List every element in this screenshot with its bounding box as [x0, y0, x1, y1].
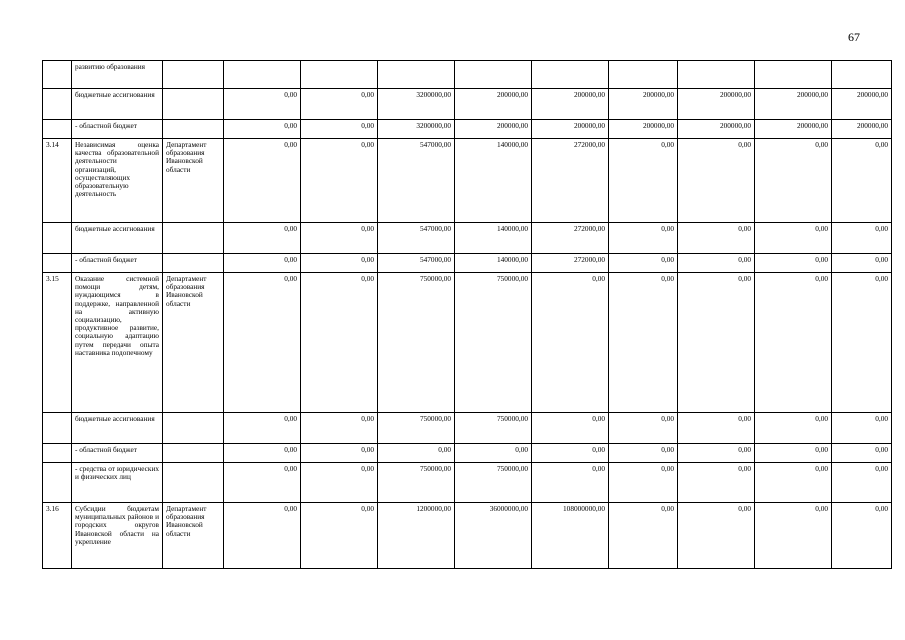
table-row: [43, 503, 892, 569]
value-cell: 0,00: [301, 444, 378, 463]
value-cell: 108000000,00: [532, 503, 609, 569]
row-code-cell: [43, 413, 72, 444]
value-cell: 0,00: [301, 503, 378, 569]
row-executor-cell: [163, 254, 224, 273]
value-cell: 0,00: [224, 120, 301, 139]
value-cell: [301, 61, 378, 89]
value-cell: 200000,00: [755, 120, 832, 139]
value-cell: 200000,00: [455, 120, 532, 139]
value-cell: 0,00: [301, 223, 378, 254]
value-cell: 200000,00: [455, 89, 532, 120]
value-cell: 200000,00: [678, 89, 755, 120]
value-cell: [378, 61, 455, 89]
row-code-cell: [43, 463, 72, 503]
value-cell: 0,00: [609, 139, 678, 223]
value-cell: 0,00: [832, 254, 892, 273]
value-cell: 272000,00: [532, 223, 609, 254]
value-cell: 0,00: [832, 444, 892, 463]
row-code-cell: 3.16: [43, 503, 72, 569]
row-executor-cell: [163, 444, 224, 463]
value-cell: 272000,00: [532, 139, 609, 223]
value-cell: 200000,00: [678, 120, 755, 139]
value-cell: 0,00: [755, 413, 832, 444]
value-cell: [532, 61, 609, 89]
value-cell: 0,00: [755, 139, 832, 223]
table-row: [43, 223, 892, 254]
value-cell: 0,00: [678, 463, 755, 503]
table-row: [43, 413, 892, 444]
value-cell: 0,00: [755, 254, 832, 273]
value-cell: 200000,00: [609, 89, 678, 120]
value-cell: 0,00: [609, 223, 678, 254]
value-cell: 0,00: [609, 463, 678, 503]
row-name-cell: Оказание системной помощи детям, нуждающимся в поддержке, направленной на активную социализацию, продуктивное развитие, социальную адаптацию путем передачи опыта наставника подопечному: [72, 273, 163, 413]
row-code-cell: [43, 61, 72, 89]
row-code-cell: [43, 120, 72, 139]
value-cell: 0,00: [301, 139, 378, 223]
value-cell: 750000,00: [378, 273, 455, 413]
value-cell: 0,00: [609, 273, 678, 413]
value-cell: 200000,00: [755, 89, 832, 120]
value-cell: 0,00: [832, 273, 892, 413]
row-name-cell: бюджетные ассигнования: [72, 413, 163, 444]
value-cell: 140000,00: [455, 223, 532, 254]
row-executor-cell: Департамент образования Ивановской области: [163, 503, 224, 569]
value-cell: 0,00: [832, 223, 892, 254]
value-cell: 0,00: [755, 273, 832, 413]
value-cell: 0,00: [609, 254, 678, 273]
value-cell: 0,00: [678, 273, 755, 413]
value-cell: 0,00: [224, 89, 301, 120]
row-name-cell: - средства от юридических и физических лиц: [72, 463, 163, 503]
row-name-cell: бюджетные ассигнования: [72, 89, 163, 120]
row-name-cell: - областной бюджет: [72, 120, 163, 139]
row-name-cell: развитию образования: [72, 61, 163, 89]
value-cell: 0,00: [301, 89, 378, 120]
table-row: [43, 444, 892, 463]
value-cell: 200000,00: [532, 89, 609, 120]
row-name-cell: Субсидии бюджетам муниципальных районов и городских округов Ивановской области на укрепление: [72, 503, 163, 569]
value-cell: 140000,00: [455, 139, 532, 223]
value-cell: 200000,00: [532, 120, 609, 139]
value-cell: 0,00: [755, 444, 832, 463]
value-cell: 0,00: [755, 463, 832, 503]
value-cell: 140000,00: [455, 254, 532, 273]
value-cell: 0,00: [678, 223, 755, 254]
budget-table: [42, 60, 892, 569]
table-row: [43, 463, 892, 503]
row-executor-cell: [163, 89, 224, 120]
row-code-cell: [43, 223, 72, 254]
value-cell: 750000,00: [455, 273, 532, 413]
row-code-cell: [43, 89, 72, 120]
value-cell: 750000,00: [378, 413, 455, 444]
value-cell: 200000,00: [832, 89, 892, 120]
table-row: [43, 254, 892, 273]
value-cell: 547000,00: [378, 223, 455, 254]
value-cell: 0,00: [224, 223, 301, 254]
value-cell: 0,00: [609, 413, 678, 444]
value-cell: 0,00: [609, 503, 678, 569]
row-executor-cell: [163, 120, 224, 139]
value-cell: [755, 61, 832, 89]
value-cell: 0,00: [301, 120, 378, 139]
value-cell: 0,00: [678, 139, 755, 223]
value-cell: 0,00: [532, 273, 609, 413]
value-cell: 0,00: [224, 444, 301, 463]
value-cell: 547000,00: [378, 254, 455, 273]
value-cell: 0,00: [532, 413, 609, 444]
row-code-cell: 3.15: [43, 273, 72, 413]
page-number: 67: [848, 30, 860, 44]
value-cell: 0,00: [832, 463, 892, 503]
value-cell: 272000,00: [532, 254, 609, 273]
value-cell: 0,00: [301, 463, 378, 503]
value-cell: 0,00: [609, 444, 678, 463]
value-cell: 0,00: [301, 254, 378, 273]
row-code-cell: [43, 444, 72, 463]
value-cell: 0,00: [301, 273, 378, 413]
row-executor-cell: Департамент образования Ивановской области: [163, 139, 224, 223]
value-cell: 200000,00: [832, 120, 892, 139]
value-cell: 0,00: [378, 444, 455, 463]
value-cell: 0,00: [755, 223, 832, 254]
value-cell: 0,00: [301, 413, 378, 444]
value-cell: 0,00: [532, 444, 609, 463]
value-cell: 750000,00: [455, 413, 532, 444]
row-executor-cell: [163, 463, 224, 503]
table-row: [43, 61, 892, 89]
value-cell: [678, 61, 755, 89]
value-cell: 0,00: [224, 413, 301, 444]
row-code-cell: 3.14: [43, 139, 72, 223]
table-row: [43, 89, 892, 120]
value-cell: [832, 61, 892, 89]
value-cell: [224, 61, 301, 89]
value-cell: 3200000,00: [378, 120, 455, 139]
value-cell: 750000,00: [378, 463, 455, 503]
value-cell: 0,00: [678, 413, 755, 444]
value-cell: 0,00: [678, 444, 755, 463]
row-name-cell: бюджетные ассигнования: [72, 223, 163, 254]
value-cell: 3200000,00: [378, 89, 455, 120]
value-cell: 0,00: [224, 273, 301, 413]
value-cell: 0,00: [224, 463, 301, 503]
value-cell: 0,00: [532, 463, 609, 503]
row-name-cell: - областной бюджет: [72, 444, 163, 463]
table-row: [43, 139, 892, 223]
value-cell: 200000,00: [609, 120, 678, 139]
value-cell: 0,00: [224, 139, 301, 223]
row-executor-cell: Департамент образования Ивановской области: [163, 273, 224, 413]
value-cell: 547000,00: [378, 139, 455, 223]
row-name-cell: - областной бюджет: [72, 254, 163, 273]
row-name-cell: Независимая оценка качества образовательной деятельности организаций, осуществляющих образовательную деятельность: [72, 139, 163, 223]
value-cell: 0,00: [678, 503, 755, 569]
row-executor-cell: [163, 413, 224, 444]
value-cell: 750000,00: [455, 463, 532, 503]
value-cell: 1200000,00: [378, 503, 455, 569]
row-executor-cell: [163, 61, 224, 89]
table-row: [43, 273, 892, 413]
value-cell: 0,00: [224, 254, 301, 273]
row-executor-cell: [163, 223, 224, 254]
value-cell: [609, 61, 678, 89]
value-cell: 0,00: [224, 503, 301, 569]
value-cell: [455, 61, 532, 89]
table-row: [43, 120, 892, 139]
value-cell: 0,00: [832, 139, 892, 223]
value-cell: 0,00: [832, 413, 892, 444]
value-cell: 0,00: [678, 254, 755, 273]
value-cell: 0,00: [755, 503, 832, 569]
value-cell: 0,00: [832, 503, 892, 569]
value-cell: 36000000,00: [455, 503, 532, 569]
row-code-cell: [43, 254, 72, 273]
value-cell: 0,00: [455, 444, 532, 463]
